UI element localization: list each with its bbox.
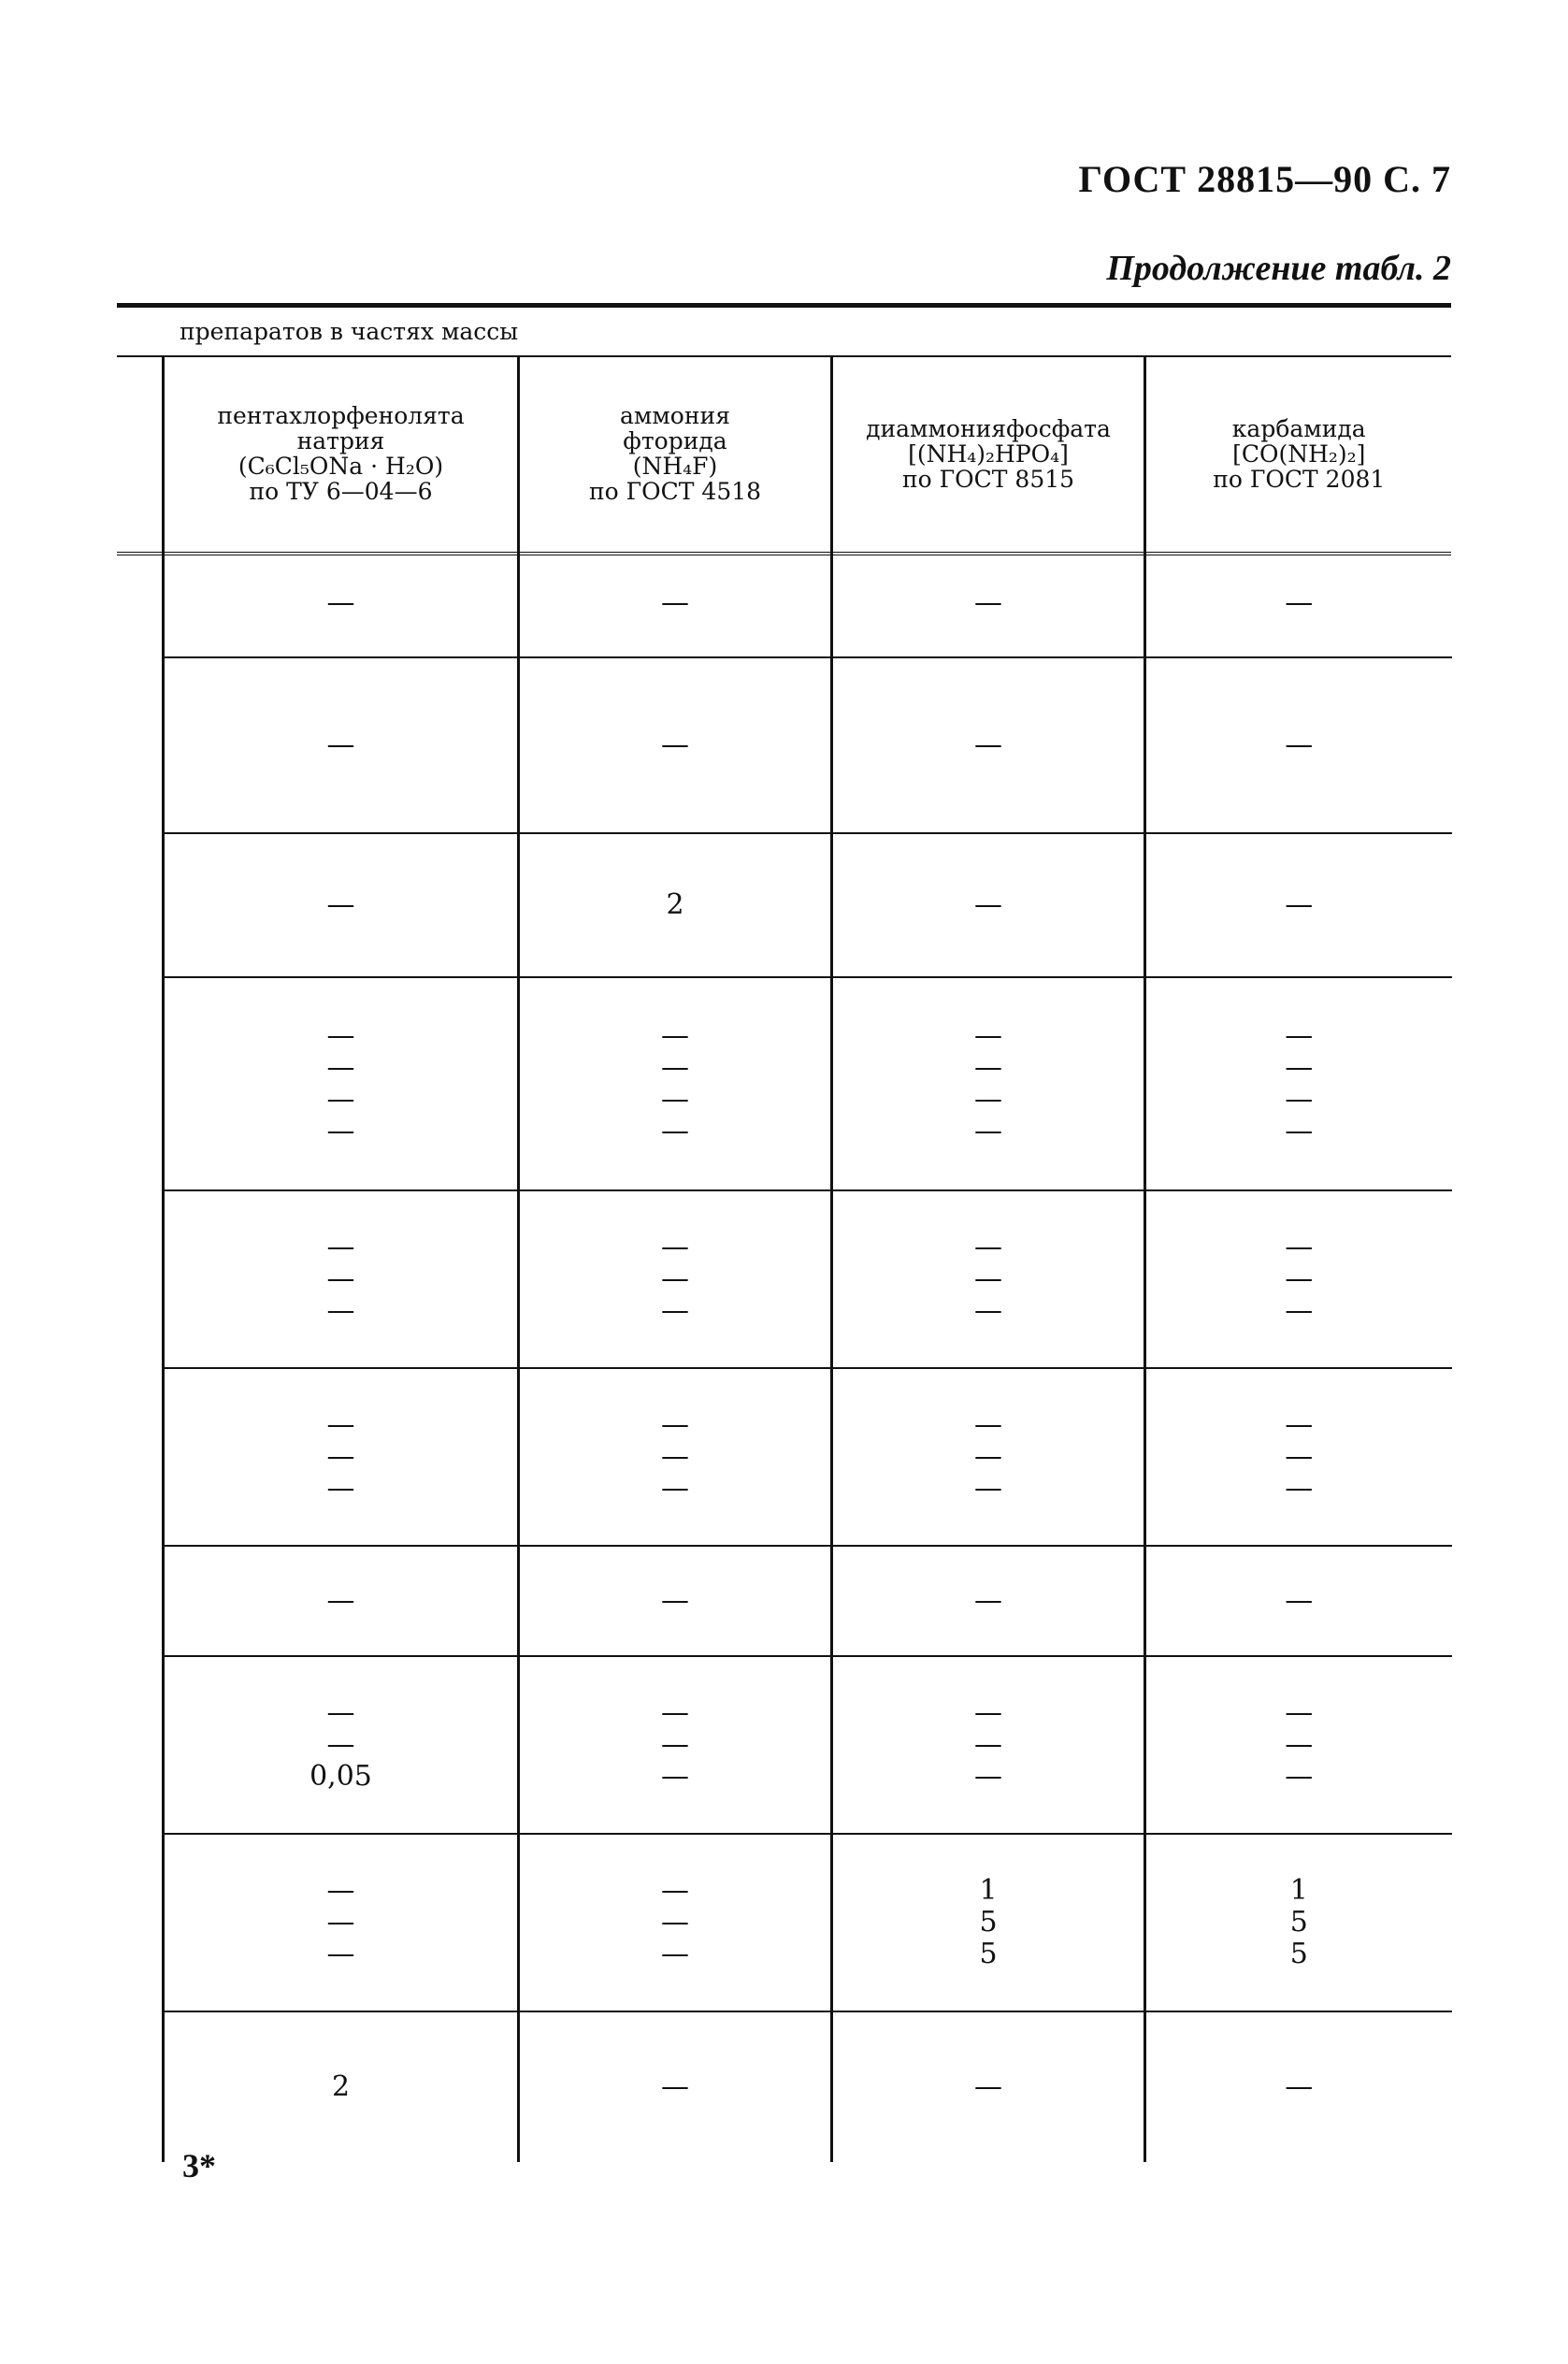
cell-value: 5 [979,1906,998,1939]
cell-value: — [326,1294,355,1327]
table-cell [1145,977,1452,1190]
table-cell [832,550,1145,657]
table-row [164,657,1452,833]
table-cell [832,2011,1145,2162]
cell-value: — [326,1262,355,1295]
table-cell [832,1546,1145,1656]
table-cell [519,657,832,833]
table-cell [832,657,1145,833]
table-header-row [164,357,1452,550]
header-bottom-rule [117,552,1451,559]
table-row [164,1368,1452,1546]
table-cell [832,1190,1145,1368]
column-header-line: натрия [296,427,385,454]
table-row [164,550,1452,657]
cell-value: — [1285,1019,1314,1052]
cell-value: 2 [666,888,684,921]
cell-value: — [326,1906,355,1939]
table-row [164,2011,1452,2162]
table-cell [164,1834,519,2011]
cell-value: — [326,1231,355,1263]
table-cell [519,1368,832,1546]
top-rule [117,303,1451,308]
cell-value: — [661,1408,689,1441]
table-cell [519,977,832,1190]
column-header-line: аммония [620,402,730,429]
table-row [164,1834,1452,2011]
cell-value: — [661,1472,689,1505]
cell-value: — [326,1696,355,1729]
cell-value: — [974,2070,1002,2103]
cell-value: — [1285,1696,1314,1729]
table-cell [1145,2011,1452,2162]
cell-value: — [326,1472,355,1505]
cell-value: — [1285,1408,1314,1441]
table-cell [519,1546,832,1656]
cell-value: — [661,1584,689,1617]
table-cell [1145,1368,1452,1546]
table-row [164,833,1452,977]
table-cell [519,833,832,977]
column-header-4 [1145,357,1452,550]
cell-value: — [974,1584,1002,1617]
cell-value: — [1285,1262,1314,1295]
cell-value: 5 [979,1938,998,1970]
cell-value: — [326,888,355,921]
column-header-line: диаммонияфосфата [866,414,1111,442]
cell-value: — [974,1231,1002,1263]
table-cell [832,1368,1145,1546]
column-header-line: пентахлорфенолята [217,402,465,429]
cell-value: — [1285,1051,1314,1084]
cell-value: — [974,586,1002,619]
table-cell [1145,1546,1452,1656]
cell-value: 1 [979,1874,998,1907]
page-header: ГОСТ 28815—90 С. 7 [1078,158,1451,200]
cell-value: — [974,888,1002,921]
cell-value: — [326,728,355,761]
column-header-line: по ТУ 6—04—6 [249,478,433,505]
table-cell [164,2011,519,2162]
cell-value: — [974,728,1002,761]
cell-value: — [326,1440,355,1473]
cell-value: — [1285,2070,1314,2103]
data-table [162,357,1452,2162]
table-cell [832,1656,1145,1834]
cell-value: — [661,1019,689,1052]
cell-value: — [326,1051,355,1084]
cell-value: — [1285,888,1314,921]
page-number: 3* [182,2147,216,2184]
cell-value: — [326,586,355,619]
column-header-line: [(NH₄)₂HPO₄] [908,440,1069,468]
cell-value: 1 [1289,1874,1308,1907]
table-cell [1145,1656,1452,1834]
cell-value: — [974,1051,1002,1084]
cell-value: 5 [1289,1906,1308,1939]
cell-value: — [661,1938,689,1970]
table-cell [519,1834,832,2011]
cell-value: — [661,1440,689,1473]
column-header-3 [832,357,1145,550]
cell-value: — [326,1408,355,1441]
cell-value: — [661,1906,689,1939]
cell-value: — [661,1051,689,1084]
cell-value: 0,05 [309,1760,372,1793]
cell-value: — [1285,1472,1314,1505]
cell-value: — [661,2070,689,2103]
cell-value: — [1285,586,1314,619]
table-cell [519,550,832,657]
cell-value: — [326,1115,355,1147]
cell-value: — [326,1728,355,1761]
column-header-line: фторида [623,427,727,454]
table-cell [519,1656,832,1834]
cell-value: — [661,1231,689,1263]
column-header-line: по ГОСТ 4518 [588,478,762,505]
cell-value: — [661,586,689,619]
cell-value: — [974,1728,1002,1761]
table-cell [164,1546,519,1656]
column-group-caption: препаратов в частях массы [180,318,519,345]
cell-value: — [974,1115,1002,1147]
table-continuation-label: Продолжение табл. 2 [1106,249,1451,288]
cell-value: — [974,1760,1002,1793]
column-header-line: [CO(NH₂)₂] [1232,440,1366,468]
table-cell [164,1656,519,1834]
cell-value: 2 [331,2070,351,2103]
column-header-line: (NH₄F) [632,453,718,480]
column-header-line: по ГОСТ 8515 [901,465,1075,493]
cell-value: — [661,1760,689,1793]
cell-value: — [326,1938,355,1970]
cell-value: — [974,1472,1002,1505]
cell-value: — [974,1440,1002,1473]
cell-value: — [326,1874,355,1907]
cell-value: — [326,1019,355,1052]
cell-value: — [661,728,689,761]
cell-value: — [661,1728,689,1761]
column-header-line: карбамида [1231,414,1366,442]
table-row [164,1546,1452,1656]
cell-value: — [661,1294,689,1327]
cell-value: — [661,1874,689,1907]
cell-value: — [661,1115,689,1147]
table-cell [519,2011,832,2162]
table-cell [1145,1190,1452,1368]
table-cell [164,1190,519,1368]
cell-value: — [326,1584,355,1617]
cell-value: — [1285,1584,1314,1617]
cell-value: — [1285,728,1314,761]
cell-value: — [1285,1083,1314,1116]
table-cell [164,550,519,657]
table-cell [1145,833,1452,977]
cell-value: — [661,1083,689,1116]
cell-value: — [974,1696,1002,1729]
column-header-1 [164,357,519,550]
cell-value: — [974,1262,1002,1295]
table-row [164,977,1452,1190]
cell-value: 5 [1289,1938,1308,1970]
cell-value: — [974,1019,1002,1052]
column-header-line: по ГОСТ 2081 [1213,465,1386,493]
table-row [164,1190,1452,1368]
cell-value: — [1285,1231,1314,1263]
cell-value: — [661,1696,689,1729]
cell-value: — [1285,1728,1314,1761]
table-cell [164,1368,519,1546]
cell-value: — [326,1083,355,1116]
cell-value: — [1285,1115,1314,1147]
table-cell [164,657,519,833]
cell-value: — [1285,1440,1314,1473]
cell-value: — [1285,1294,1314,1327]
table-cell [832,1834,1145,2011]
table-cell [1145,1834,1452,2011]
column-header-2 [519,357,832,550]
table-cell [832,833,1145,977]
table-body [164,550,1452,2162]
table-cell [1145,657,1452,833]
cell-value: — [974,1083,1002,1116]
table-row [164,1656,1452,1834]
cell-value: — [661,1262,689,1295]
column-header-line: (C₆Cl₅ONa · H₂O) [237,453,444,480]
table-cell [164,833,519,977]
table-cell [519,1190,832,1368]
cell-value: — [1285,1760,1314,1793]
table-cell [832,977,1145,1190]
composition-table [117,355,1451,2132]
table-cell [164,977,519,1190]
cell-value: — [974,1408,1002,1441]
table-cell [1145,550,1452,657]
cell-value: — [974,1294,1002,1327]
